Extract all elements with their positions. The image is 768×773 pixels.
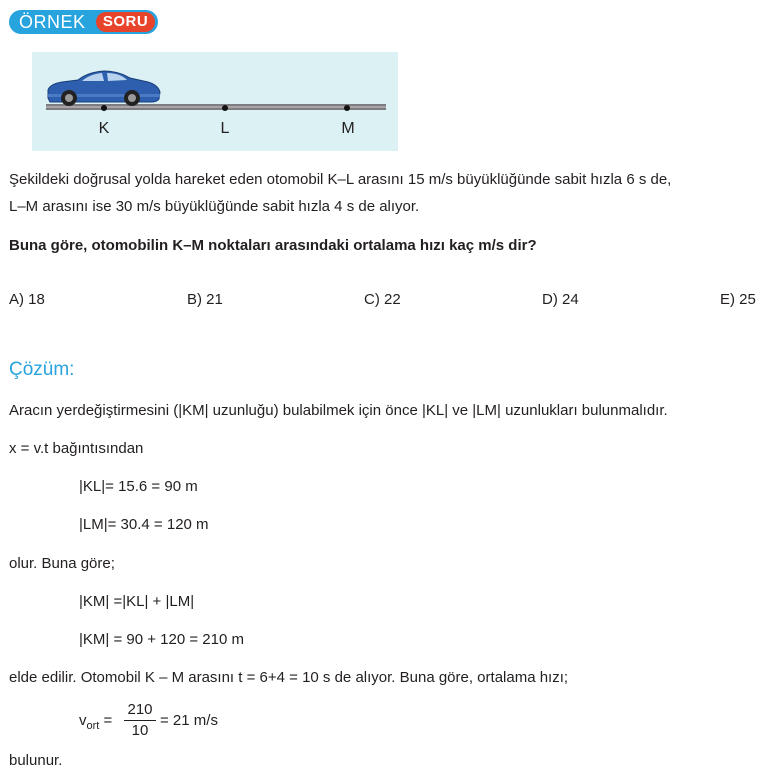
question-prompt: Buna göre, otomobilin K–M noktaları arasındaki ortalama hızı kaç m/s dir?	[9, 237, 537, 254]
fraction-numerator: 210	[127, 701, 153, 718]
option-d: D) 24	[542, 291, 579, 308]
formula-v: v	[79, 712, 87, 729]
option-b: B) 21	[187, 291, 223, 308]
point-m-label: M	[341, 120, 355, 137]
equation-km-sum: |KM| =|KL| + |LM|	[79, 593, 195, 610]
badge-soru-label: SORU	[96, 12, 155, 32]
equation-lm: |LM|= 30.4 = 120 m	[79, 516, 209, 533]
formula-result: = 21 m/s	[160, 712, 218, 729]
point-m-dot	[344, 105, 350, 111]
option-e: E) 25	[720, 291, 756, 308]
ornek-soru-badge	[9, 10, 158, 34]
option-a: A) 18	[9, 291, 45, 308]
solution-line-4: elde edilir. Otomobil K – M arasını t = 6+4 = 10 s de alıyor. Buna göre, ortalama hızı;	[9, 669, 569, 686]
badge-ornek-label: ÖRNEK	[19, 12, 86, 32]
point-k-dot	[101, 105, 107, 111]
solution-line-2: x = v.t bağıntısından	[9, 440, 144, 457]
question-line-2: L–M arasını ise 30 m/s büyüklüğünde sabit hızla 4 s de alıyor.	[9, 198, 420, 215]
solution-line-5: bulunur.	[9, 752, 63, 769]
equation-kl: |KL|= 15.6 = 90 m	[79, 478, 198, 495]
formula-lhs	[79, 711, 112, 736]
option-c: C) 22	[364, 291, 401, 308]
solution-line-3: olur. Buna göre;	[9, 555, 115, 572]
point-k-label: K	[98, 120, 110, 137]
formula-sub: ort	[86, 720, 100, 732]
road-figure	[32, 52, 398, 151]
solution-line-1: Aracın yerdeğiştirmesini (|KM| uzunluğu) bulabilmek için önce |KL| ve |LM| uzunlukları bulunmalıdır.	[9, 402, 668, 419]
fraction-denominator: 10	[131, 722, 149, 739]
solution-heading: Çözüm:	[9, 359, 75, 380]
formula-fraction	[124, 701, 156, 740]
formula-equals: =	[103, 712, 113, 729]
point-l-label: L	[220, 120, 230, 137]
equation-km-value: |KM| = 90 + 120 = 210 m	[79, 631, 244, 648]
point-l-dot	[222, 105, 228, 111]
question-line-1: Şekildeki doğrusal yolda hareket eden otomobil K–L arasını 15 m/s büyüklüğünde sabit hızla 6 s de,	[9, 171, 672, 188]
